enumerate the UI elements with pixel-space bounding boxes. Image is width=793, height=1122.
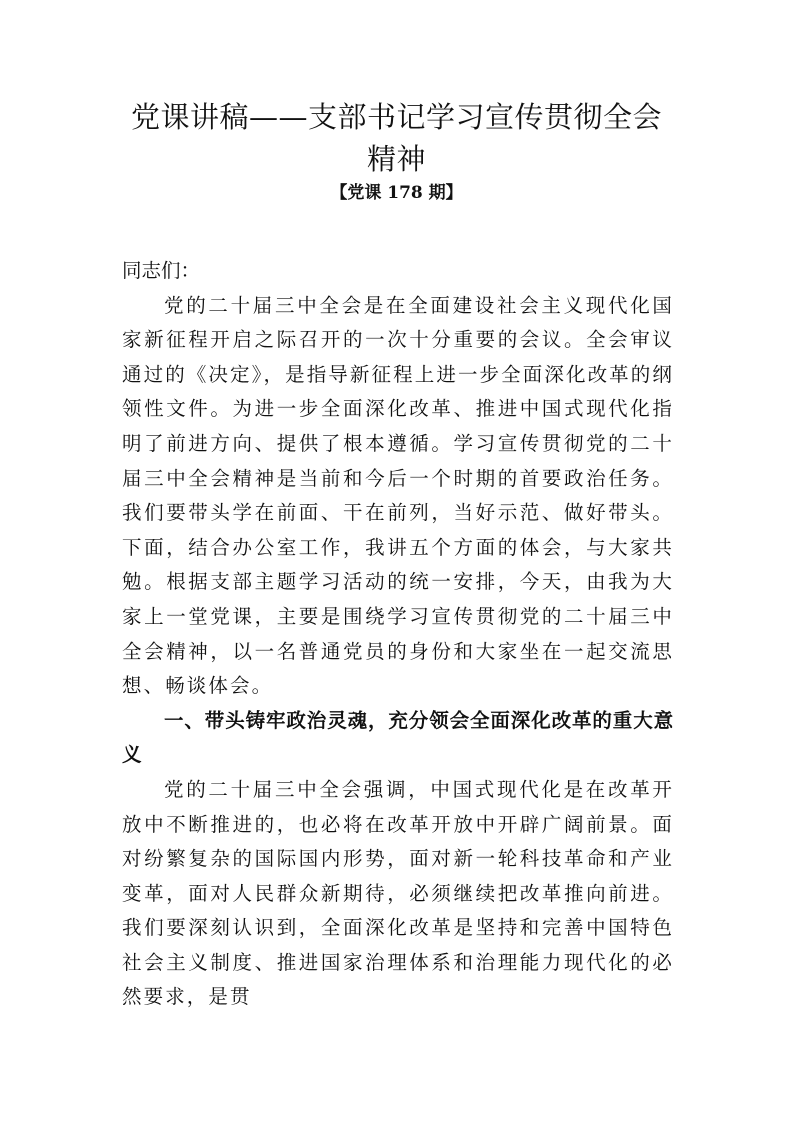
document-subtitle: 【党课 178 期】 <box>330 183 463 203</box>
paragraph: 党的二十届三中全会是在全面建设社会主义现代化国家新征程开启之际召开的一次十分重要的会议。全会审议通过的《决定》，是指导新征程上进一步全面深化改革的纲领性文件。为进一步全面深化改革、推进中国式现代化指明了前进方向、提供了根本遵循。学习宣传贯彻党的二十届三中全会精神是当前和今后一个时期的首要政治任务。我们要带头学在前面、干在前列，当好示范、做好带头。下面，结合办公室工作，我讲五个方面的体会，与大家共勉。根据支部主题学习活动的统一安排，今天，由我为大家上一堂党课，主要是围绕学习宣传贯彻党的二十届三中全会精神，以一名普通党员的身份和大家坐在一起交流思想、畅谈体会。 <box>122 293 674 698</box>
salutation: 同志们： <box>122 259 201 282</box>
title-line-2: 精神 <box>366 142 426 176</box>
title-line-1: 党课讲稿——支部书记学习宣传贯彻全会 <box>130 100 662 134</box>
document-title <box>110 96 683 180</box>
paragraph: 党的二十届三中全会强调，中国式现代化是在改革开放中不断推进的，也必将在改革开放中开辟广阔前景。面对纷繁复杂的国际国内形势，面对新一轮科技革命和产业变革，面对人民群众新期待，必须继续把改革推向前进。我们要深刻认识到，全面深化改革是坚持和完善中国特色社会主义制度、推进国家治理体系和治理能力现代化的必然要求，是贯 <box>122 777 674 1009</box>
section-heading: 一、带头铸牢政治灵魂，充分领会全面深化改革的重大意义 <box>122 708 675 767</box>
document-body <box>122 254 674 1015</box>
